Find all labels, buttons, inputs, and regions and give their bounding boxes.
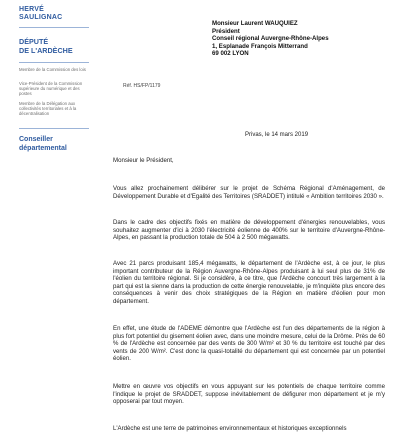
author-title xyxy=(19,38,73,55)
conseiller-line2: départemental xyxy=(19,144,67,152)
recipient-city: 69 002 LYON xyxy=(212,50,249,58)
author-title-line2: DE L'ARDÈCHE xyxy=(19,45,73,55)
conseiller-title xyxy=(19,136,67,153)
paragraph: Mettre en œuvre vos objectifs en vous appuyant sur les potentiels de chaque territoire comme l'indique le projet de SRADDET, suppose inévitablement de défigurer mon département et je m'y opposerai par tout moyen. xyxy=(113,383,385,406)
paragraph: Dans le cadre des objectifs fixés en matière de développement d'énergies renouvelables, vous souhaitez augmenter d'ici à 2030 l'électricité éolienne de 400% sur le territoire d'Auvergne-Rhône-Alpes, en passant la production totale de 504 à 2 500 mégawatts. xyxy=(113,219,385,242)
role-commission-lois: Membre de la Commission des lois xyxy=(19,67,86,72)
role-commission-numerique: Vice-Président de la Commission supérieure du numérique et des postes xyxy=(19,81,83,97)
author-last-name: SAULIGNAC xyxy=(19,14,63,21)
salutation: Monsieur le Président, xyxy=(113,157,174,164)
letter-date: Privas, le 14 mars 2019 xyxy=(245,132,309,138)
role-delegation: Membre de la Délégation aux collectivités territoriales et à la décentralisation xyxy=(19,101,77,117)
paragraph: Avec 21 parcs produisant 185,4 mégawatts, le département de l'Ardèche est, à ce jour, le plus important contributeur de la Région Auvergne-Rhône-Alpes produisant à lui seul plus de 31% de l'éolien du territoire régional. Si je considère, à ce titre, que l'Ardèche concourt très largement à la part qui est la sienne dans la production de cette énergie renouvelable, je m'inquiète plus encore des conséquences à venir des choix stratégiques de la Région en matière d'éolien pour mon département. xyxy=(113,260,385,305)
recipient-organization: Conseil régional Auvergne-Rhône-Alpes xyxy=(212,35,329,43)
divider xyxy=(19,27,89,28)
recipient-name: Monsieur Laurent WAUQUIEZ xyxy=(212,20,298,27)
author-first-name: HERVÉ xyxy=(19,6,44,13)
divider xyxy=(19,128,89,129)
paragraph: En effet, une étude de l'ADEME démontre que l'Ardèche est l'un des départements de la région à plus fort potentiel du gisement éolien avec, dans une moindre mesure, celui de la Drôme. Près de 60 % de l'Ardèche est concernée par des vents de 300 W/m² et 30 % du territoire est touché par des vents de 200 W/m². C'est donc la quasi-totalité du département qui est concernée par un potentiel éolien. xyxy=(113,325,385,363)
sidebar xyxy=(0,0,92,400)
reference: Réf. HS/FP/1179 xyxy=(123,83,161,89)
paragraph: L'Ardèche est une terre de patrimoines environnementaux et historiques exceptionnels xyxy=(113,425,347,432)
author-title-line1: DÉPUTÉ xyxy=(19,37,49,46)
conseiller-line1: Conseiller xyxy=(19,136,53,143)
paragraph: Vous allez prochainement délibérer sur le projet de Schéma Régional d'Aménagement, de Développement Durable et d'Egalité des Territoires (SRADDET) intitulé « Ambition territoires 2030 ». xyxy=(113,185,385,200)
recipient-address xyxy=(212,20,329,58)
author-name xyxy=(19,6,62,22)
recipient-title: Président xyxy=(212,27,240,35)
recipient-street: 1, Esplanade François Mitterrand xyxy=(212,42,308,50)
divider xyxy=(19,62,89,63)
